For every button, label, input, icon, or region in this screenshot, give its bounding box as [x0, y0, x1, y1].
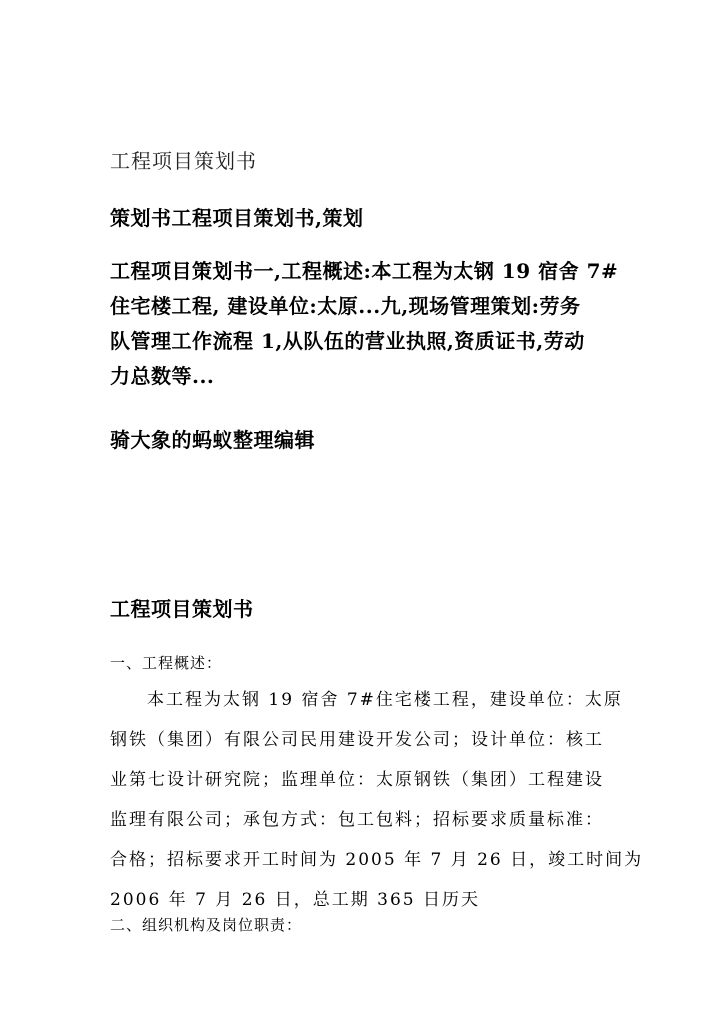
header-title: 工程项目策划书: [110, 149, 257, 173]
paragraph-line: 合格；招标要求开工时间为 2005 年 7 月 26 日，竣工时间为: [110, 850, 644, 870]
section-heading-overview: 一、工程概述：: [110, 654, 223, 672]
summary-line: 工程项目策划书一,工程概述:本工程为太钢 19 宿舍 7#: [110, 259, 619, 283]
summary-line: 力总数等...: [110, 364, 215, 388]
paragraph-line: 监理有限公司；承包方式：包工包料；招标要求质量标准：: [110, 810, 604, 830]
summary-block: [110, 254, 630, 394]
paragraph-line: 钢铁（集团）有限公司民用建设开发公司；设计单位：核工: [110, 730, 604, 750]
paragraph-line: 2006 年 7 月 26 日，总工期 365 日历天: [110, 890, 480, 910]
paragraph-line: 本工程为太钢 19 宿舍 7#住宅楼工程，建设单位：太原: [147, 690, 623, 710]
summary-line: 住宅楼工程, 建设单位:太原...九,现场管理策划:劳务: [110, 294, 581, 318]
overview-paragraph: [110, 680, 644, 920]
editor-credit: 骑大象的蚂蚁整理编辑: [110, 428, 315, 452]
section-heading-organization: 二、组织机构及岗位职责：: [110, 916, 303, 934]
keywords-line: 策划书工程项目策划书,策划: [110, 206, 364, 230]
document-title: 工程项目策划书: [110, 597, 254, 621]
summary-line: 队管理工作流程 1,从队伍的营业执照,资质证书,劳动: [110, 329, 585, 353]
paragraph-line: 业第七设计研究院；监理单位：太原钢铁（集团）工程建设: [110, 770, 604, 790]
